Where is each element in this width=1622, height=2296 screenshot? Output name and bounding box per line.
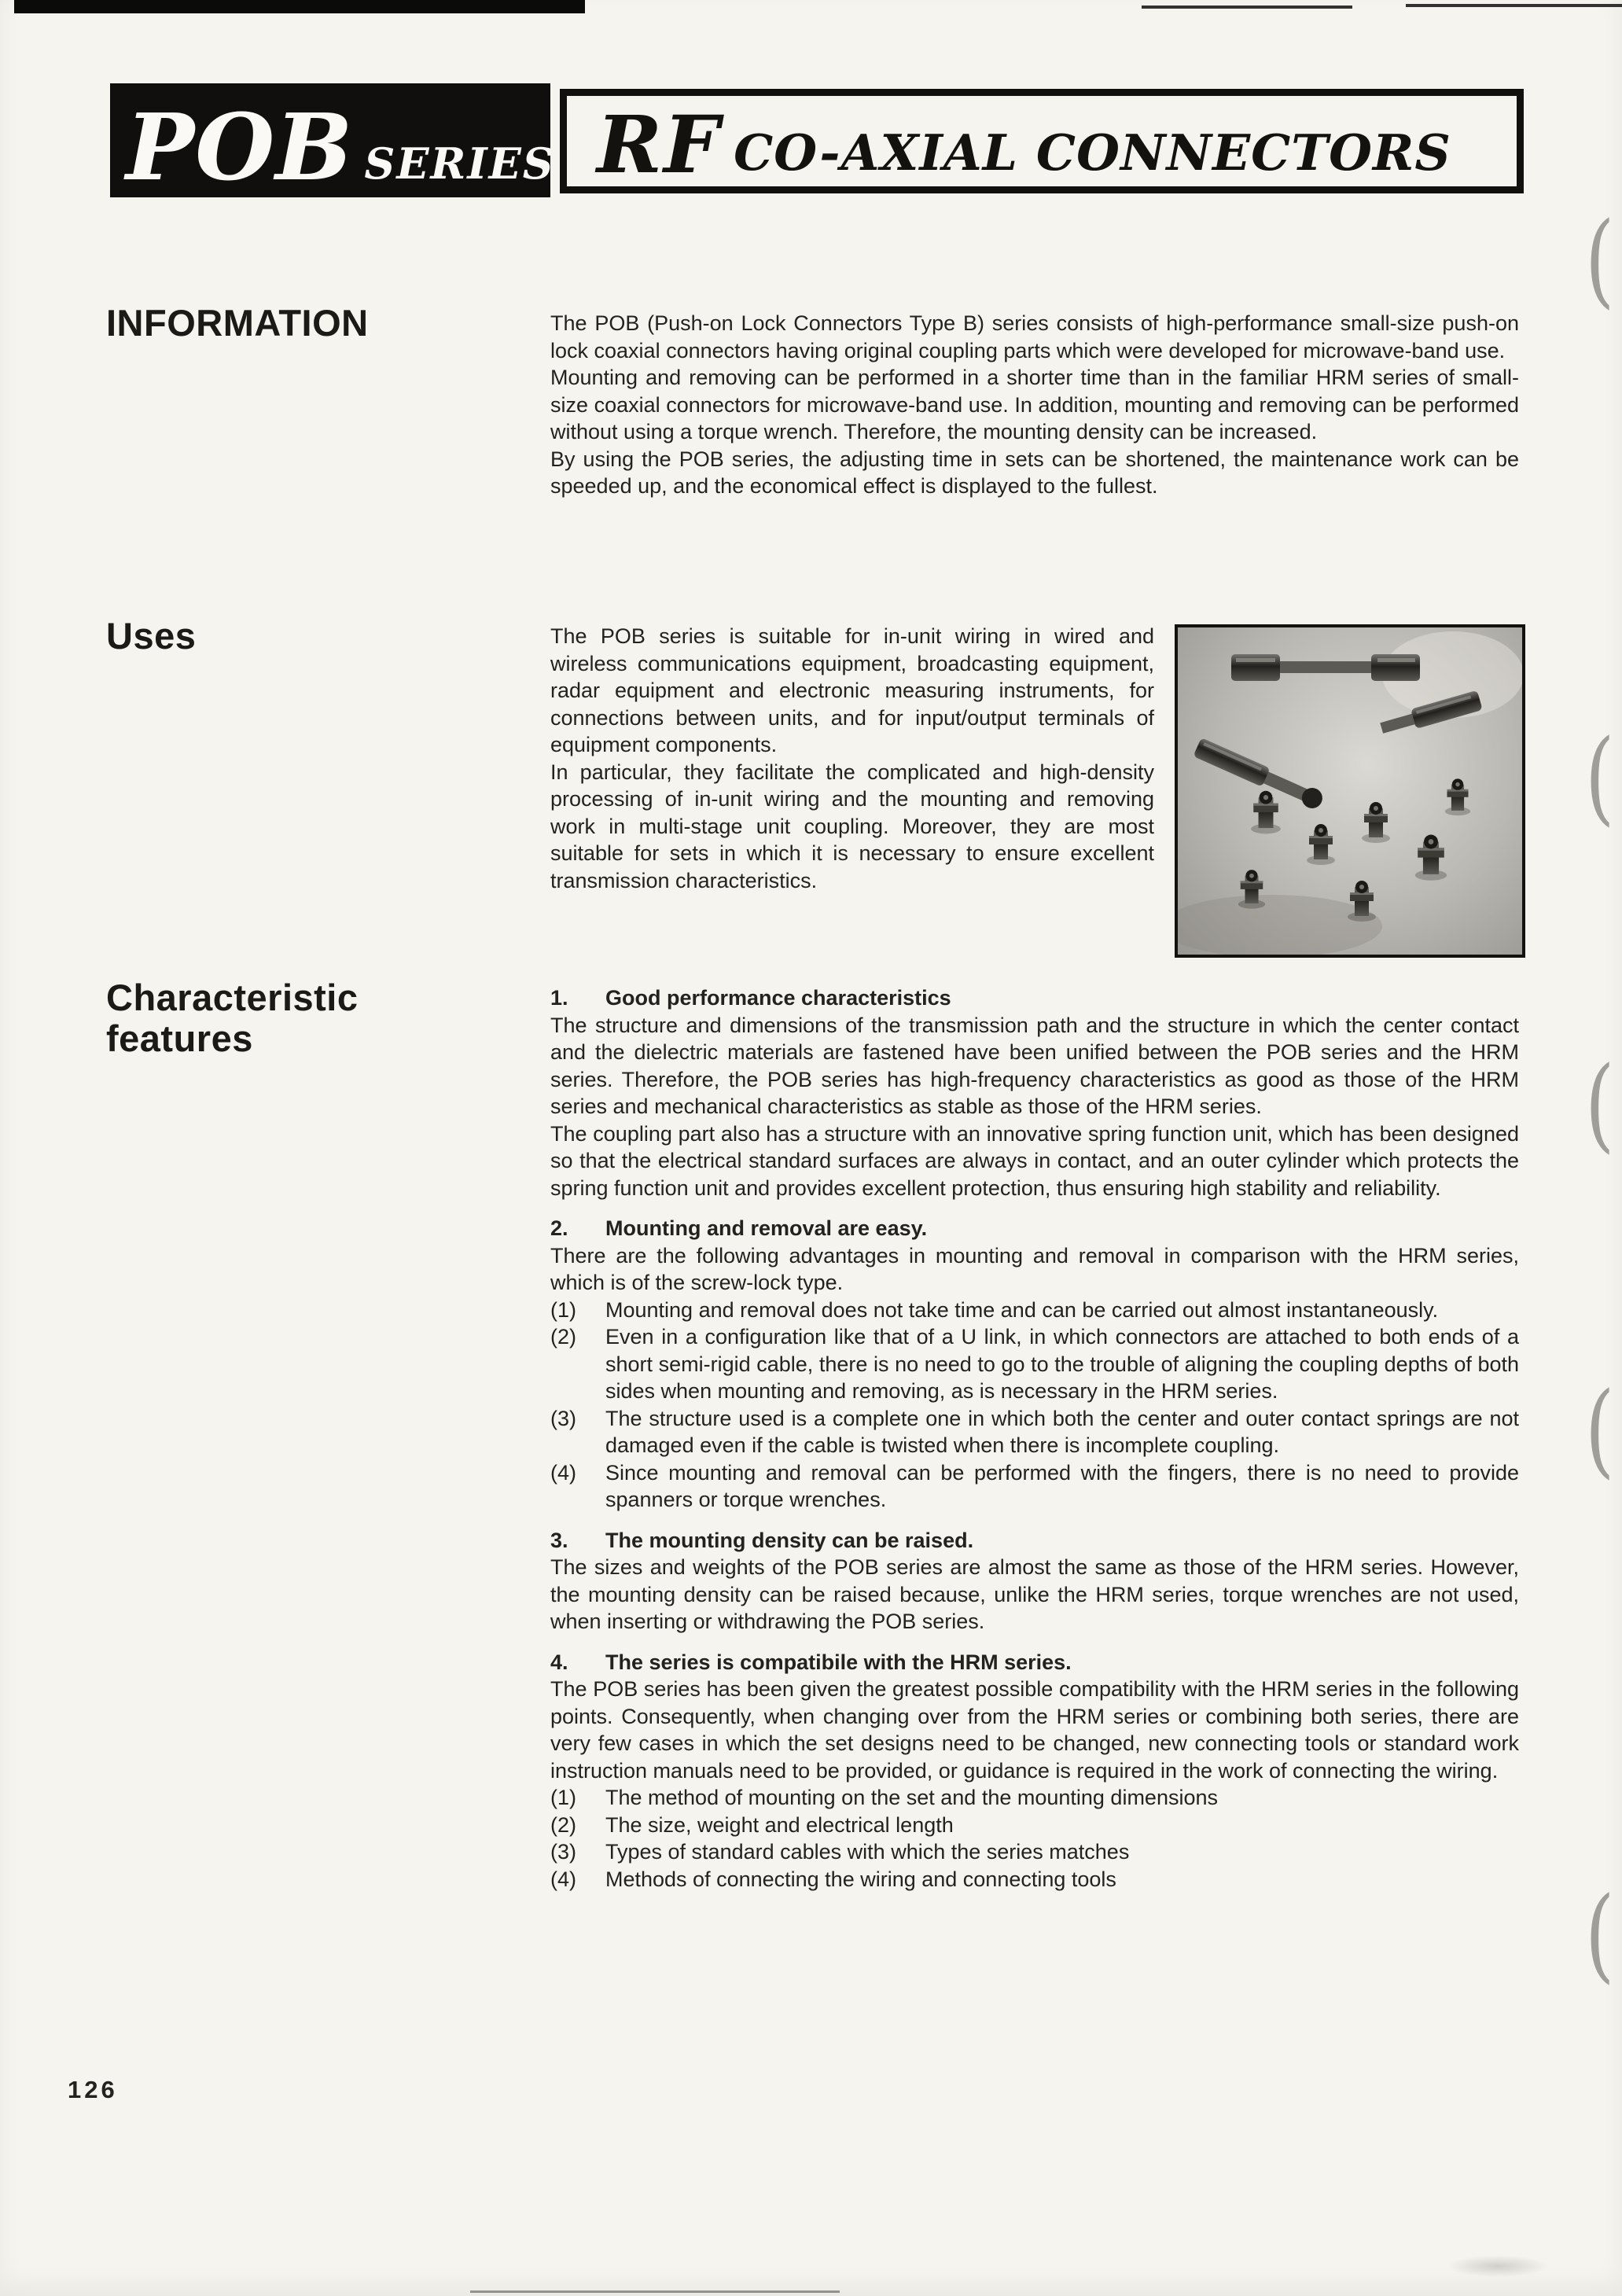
list-marker: (3) [550, 1840, 576, 1864]
paragraph: In particular, they facilitate the complicated and high-density processing of in-unit wiring and the mounting and removing work in multi-stage unit coupling. Moreover, they are most suitable for sets in which it is necessary to ensure excellent transmission characteristics. [550, 760, 1154, 892]
paragraph: The coupling part also has a structure with an innovative spring function unit, which has been designed so that the electrical standard surfaces are always in contact, and an outer cylinder which protects the spring function unit and provides excellent protection, thus ensuring high stability and reliability. [550, 1121, 1519, 1200]
feature-number: 2. [550, 1216, 568, 1240]
list-item [550, 1838, 1519, 1866]
paragraph: The POB series is suitable for in-unit wiring in wired and wireless communications equipment, broadcasting equipment, radar equipment and electronic measuring instruments, for connections between units, and for input/output terminals of equipment components. [550, 624, 1154, 756]
page-header [110, 83, 1524, 201]
pob-series-logo [110, 83, 555, 201]
list-marker: (4) [550, 1460, 576, 1485]
section-heading-features: Characteristic features [106, 977, 359, 1059]
paragraph: Mounting and removing can be performed in a shorter time than in the familiar HRM series of small-size coaxial connectors for microwave-band use. In addition, mounting and removing can be performed without using a torque wrench. Therefore, the mounting density can be increased. [550, 366, 1519, 443]
series-name: POB [126, 94, 354, 201]
section-characteristic-features [0, 977, 1622, 1893]
list-marker: (1) [550, 1786, 576, 1809]
section-uses [0, 615, 1622, 958]
list-item [550, 1405, 1519, 1459]
paragraph: By using the POB series, the adjusting time in sets can be shortened, the maintenance work can be speeded up, and the economical effect is displayed to the fullest. [550, 447, 1519, 498]
scan-artifact-top-bar [14, 0, 585, 13]
feature-item-3 [550, 1527, 1519, 1636]
connectors-photo-illustration [1178, 627, 1522, 955]
list-text: Even in a configuration like that of a U link, in which connectors are attached to both ends of a short semi-rigid cable, there is no need to go to the trouble of aligning the coupling depths of both sides when mounting and removing, as is necessary in the HRM series. [605, 1325, 1519, 1403]
list-marker: (3) [550, 1406, 576, 1430]
list-text: Methods of connecting the wiring and connecting tools [605, 1867, 1116, 1891]
page-title: CO-AXIAL CONNECTORS [734, 123, 1451, 182]
scan-artifact-curl: ( [1585, 717, 1615, 837]
feature-number: 4. [550, 1650, 568, 1674]
list-marker: (1) [550, 1297, 576, 1322]
page-number: 126 [68, 2076, 118, 2103]
scan-artifact-smudge [1447, 2255, 1549, 2277]
features-body [550, 984, 1519, 1893]
feature-item-1 [550, 984, 1519, 1201]
feature-title [550, 1527, 1519, 1555]
feature-title-text: Mounting and removal are easy. [605, 1216, 928, 1240]
feature-number: 1. [550, 986, 568, 1010]
list-marker: (4) [550, 1867, 576, 1891]
uses-text [550, 623, 1154, 958]
feature-item-2 [550, 1215, 1519, 1514]
section-heading-uses: Uses [106, 615, 197, 657]
list-item [550, 1459, 1519, 1514]
list-text: The method of mounting on the set and the mounting dimensions [605, 1786, 1218, 1809]
section-information [0, 302, 1622, 500]
list-text: The structure used is a complete one in which both the center and outer contact springs are not damaged even if the cable is twisted when there is incomplete coupling. [605, 1406, 1519, 1457]
information-body [550, 310, 1519, 500]
feature-number: 3. [550, 1528, 568, 1552]
list-text: Since mounting and removal can be performed with the fingers, there is no need to provide spanners or torque wrenches. [605, 1460, 1519, 1511]
scan-artifact-curl: ( [1585, 200, 1615, 319]
list-item [550, 1812, 1519, 1839]
list-marker: (2) [550, 1812, 576, 1837]
scan-artifact-curl: ( [1585, 1875, 1615, 1994]
scan-artifact-curl: ( [1585, 1370, 1615, 1489]
paragraph: The POB (Push-on Lock Connectors Type B) series consists of high-performance small-size push-on lock coaxial connectors having original coupling parts which were developed for microwave-band use. [550, 311, 1519, 362]
list-text: The size, weight and electrical length [605, 1812, 954, 1837]
feature-title-text: Good performance characteristics [605, 986, 951, 1010]
paragraph: There are the following advantages in mounting and removal in comparison with the HRM series, which is of the screw-lock type. [550, 1243, 1519, 1294]
list-text: Mounting and removal does not take time and can be carried out almost instantaneously. [605, 1297, 1439, 1322]
feature-item-4 [550, 1649, 1519, 1893]
list-marker: (2) [550, 1325, 576, 1349]
series-word: SERIES [364, 138, 555, 189]
scan-artifact-line [1142, 6, 1352, 9]
scan-artifact-curl: ( [1585, 1044, 1615, 1164]
feature-title-text: The mounting density can be raised. [605, 1528, 974, 1552]
title-rf: RF [597, 98, 722, 191]
section-heading-information: INFORMATION [106, 302, 369, 344]
feature-title [550, 1649, 1519, 1676]
paragraph: The structure and dimensions of the transmission path and the structure in which the center contact and the dielectric materials are fastened have been unified between the POB series and the HRM series. Therefore, the POB series has high-frequency characteristics as good as those of the HRM series and mechanical characteristics as stable as those of the HRM series. [550, 1013, 1519, 1118]
feature-title [550, 984, 1519, 1012]
page-title-box [560, 89, 1524, 193]
scan-artifact-bottom-line [470, 2290, 840, 2293]
feature-title-text: The series is compatibile with the HRM series. [605, 1650, 1072, 1674]
list-item [550, 1784, 1519, 1812]
scan-artifact-line [1406, 4, 1622, 7]
uses-body [550, 623, 1525, 958]
paragraph: The sizes and weights of the POB series are almost the same as those of the HRM series. However, the mounting density can be raised because, unlike the HRM series, torque wrenches are not used, when inserting or withdrawing the POB series. [550, 1555, 1519, 1633]
feature-title [550, 1215, 1519, 1242]
paragraph: The POB series has been given the greatest possible compatibility with the HRM series in the following points. Consequently, when changing over from the HRM series or combining both series, there are very few cases in which the set designs need to be changed, new connecting tools or standard work instruction manuals need to be provided, or guidance is required in the work of connecting the wiring. [550, 1677, 1519, 1783]
list-item [550, 1297, 1519, 1324]
list-item [550, 1323, 1519, 1405]
list-text: Types of standard cables with which the series matches [605, 1840, 1130, 1864]
list-item [550, 1866, 1519, 1893]
connectors-photo [1175, 624, 1525, 958]
